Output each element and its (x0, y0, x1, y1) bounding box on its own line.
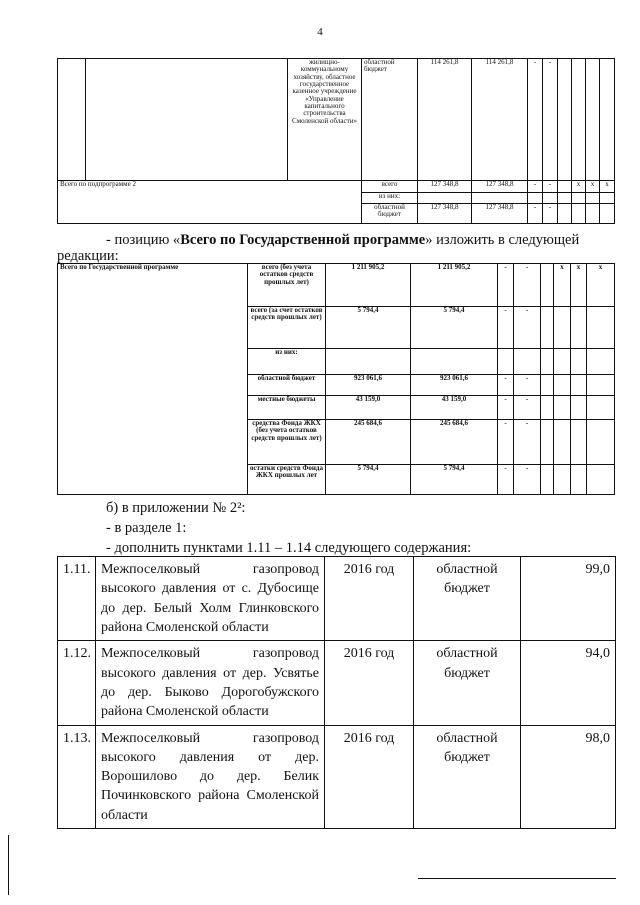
source-cell: из них: (248, 349, 326, 375)
dash-cell: - (543, 204, 558, 224)
x-cell: x (587, 264, 615, 307)
dash-cell: - (514, 375, 541, 396)
dash-cell: - (528, 59, 543, 181)
table-row (58, 725, 616, 829)
dash-cell: - (498, 465, 514, 495)
dash-cell: - (498, 420, 514, 465)
item-source: областной бюджет (414, 641, 521, 725)
x-cell: x (554, 264, 571, 307)
footnote-rule (418, 878, 616, 879)
value-cell: 1 211 905,2 (411, 264, 498, 307)
value-cell: 43 159,0 (326, 396, 411, 420)
source-cell: областной бюджет (248, 375, 326, 396)
item-value: 98,0 (521, 725, 616, 829)
instruction-line-1: - позицию «Всего по Государственной программе» изложить в следующей (106, 232, 580, 248)
value-cell: 43 159,0 (411, 396, 498, 420)
dash-cell: - (528, 181, 543, 193)
item-source: областной бюджет (414, 557, 521, 641)
subprogram-table (57, 58, 615, 224)
value-cell: 923 061,6 (411, 375, 498, 396)
item-name: Межпоселковый газопровод высокого давления от с. Дубосище до дер. Белый Холм Глинковского района Смоленской области (96, 557, 325, 641)
value-cell: 127 348,8 (472, 204, 528, 224)
value-cell: 114 261,8 (472, 59, 528, 181)
source-cell: остатки средств Фонда ЖКХ прошлых лет (248, 465, 326, 495)
dash-cell: - (514, 465, 541, 495)
source-cell: средства Фонда ЖКХ (без учета остатков средств прошлых лет) (248, 420, 326, 465)
dash-cell: - (498, 307, 514, 349)
dash-cell: - (514, 307, 541, 349)
source-cell: всего (362, 181, 418, 193)
para-add-items: - дополнить пунктами 1.11 – 1.14 следующего содержания: (106, 540, 472, 556)
state-program-table (57, 263, 615, 495)
dash-cell: - (498, 375, 514, 396)
item-value: 94,0 (521, 641, 616, 725)
value-cell: 5 794,4 (411, 465, 498, 495)
item-year: 2016 год (325, 557, 414, 641)
table-row (58, 59, 615, 181)
dash-cell: - (528, 204, 543, 224)
item-value: 99,0 (521, 557, 616, 641)
source-cell: местные бюджеты (248, 396, 326, 420)
value-cell: 114 261,8 (418, 59, 472, 181)
page-number: 4 (317, 26, 323, 38)
dash-cell: - (514, 420, 541, 465)
scan-edge-line (8, 835, 9, 895)
table-row (58, 264, 615, 307)
value-cell: 5 794,4 (326, 465, 411, 495)
total-label: Всего по подпрограмме 2 (58, 181, 362, 224)
value-cell: 5 794,4 (411, 307, 498, 349)
item-number: 1.11. (58, 557, 96, 641)
dash-cell: - (543, 59, 558, 181)
dash-cell: - (498, 396, 514, 420)
value-cell: 923 061,6 (326, 375, 411, 396)
x-cell: x (572, 181, 586, 193)
value-cell: 127 348,8 (418, 204, 472, 224)
source-cell: из них: (362, 193, 418, 204)
value-cell: 245 684,6 (326, 420, 411, 465)
table-row (58, 181, 615, 193)
dash-cell: - (498, 264, 514, 307)
item-source: областной бюджет (414, 725, 521, 829)
value-cell: 127 348,8 (418, 181, 472, 193)
table-row (58, 641, 616, 725)
x-cell: x (571, 264, 587, 307)
source-cell: областной бюджет (362, 59, 418, 181)
item-year: 2016 год (325, 641, 414, 725)
source-cell: областной бюджет (362, 204, 418, 224)
x-cell: x (586, 181, 600, 193)
item-number: 1.13. (58, 725, 96, 829)
table-row (58, 557, 616, 641)
instruction-line-2: редакции: (57, 248, 119, 264)
dash-cell: - (543, 181, 558, 193)
value-cell: 1 211 905,2 (326, 264, 411, 307)
dash-cell: - (514, 396, 541, 420)
item-name: Межпоселковый газопровод высокого давления от дер. Усвятье до дер. Быково Дорогобужского района Смоленской области (96, 641, 325, 725)
dash-cell: - (514, 264, 541, 307)
para-appendix: б) в приложении № 2²: (106, 500, 246, 516)
source-cell: всего (без учета остатков средств прошлых лет) (248, 264, 326, 307)
item-number: 1.12. (58, 641, 96, 725)
value-cell: 127 348,8 (472, 181, 528, 193)
source-cell: всего (за счет остатков средств прошлых лет) (248, 307, 326, 349)
item-name: Межпоселковый газопровод высокого давления от дер. Ворошилово до дер. Белик Починковского района Смоленской области (96, 725, 325, 829)
executor-cell: жилищно-коммунальному хозяйству, областное государственное казенное учреждение «Управление капитального строительства Смоленской области» (288, 59, 362, 181)
program-label: Всего по Государственной программе (58, 264, 248, 495)
para-section: - в разделе 1: (106, 520, 187, 536)
pipeline-table (57, 556, 616, 829)
item-year: 2016 год (325, 725, 414, 829)
value-cell: 245 684,6 (411, 420, 498, 465)
x-cell: x (600, 181, 615, 193)
value-cell: 5 794,4 (326, 307, 411, 349)
